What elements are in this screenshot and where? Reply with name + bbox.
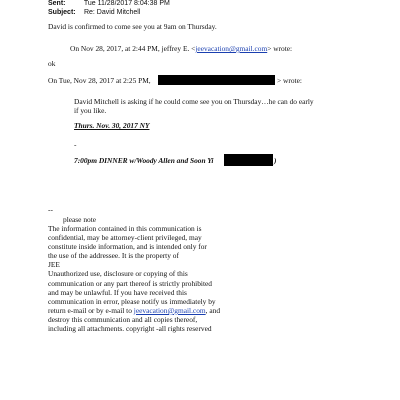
quote-header-1-suffix: > wrote: [267,44,293,53]
disclaimer-note: please note [63,215,97,224]
subject-value: Re: David Mitchell [83,9,141,16]
quote-header-2-prefix: On Tue, Nov 28, 2017 at 2:25 PM, [48,76,151,85]
disclaimer-line-suffix: , and [205,305,221,315]
message-line-2: if you like. [74,106,107,115]
disclaimer-line: destroy this communication and all copies thereof, [48,314,198,324]
message-line-1: David Mitchell is asking if he could come see you on Thursday…he can do early [74,97,314,106]
redaction-box [224,154,273,166]
disclaimer-line: JEE [48,260,60,270]
disclaimer-line: communication or any part thereof is strictly prohibited [48,278,212,288]
signature-separator: -- [48,205,53,214]
disclaimer-line: including all attachments. copyright -all rights reserved [48,324,212,334]
disclaimer-line: constitute inside information, and is intended only for [48,242,207,252]
disclaimer-line-prefix: return e-mail or by e-mail to [48,305,134,315]
sent-label: Sent: [48,0,66,7]
email-link[interactable]: jeevacation@gmail.com [133,305,206,315]
event-date: Thurs. Nov. 30, 2017 NY [74,121,150,130]
redaction-box [158,75,275,85]
disclaimer-line [48,306,248,315]
dinner-entry-close: ) [274,156,277,165]
disclaimer-line: the use of the addressee. It is the property of [48,251,179,261]
email-link[interactable]: jeevacation@gmail.com [195,44,268,53]
quote-header-2-suffix: > wrote: [277,76,302,85]
subject-label: Subject: [48,9,76,16]
quote-header-1-prefix: On Nov 28, 2017, at 2:44 PM, jeffrey E. < [70,44,196,53]
reply-body-2: ok [48,59,56,68]
dinner-entry: 7:00pm DINNER w/Woody Allen and Soon Yi [74,156,214,165]
disclaimer-text [48,224,248,333]
disclaimer-line: and may be unlawful. If you have received this [48,287,187,297]
subject-row [48,9,140,17]
dash-marker: - [74,140,77,149]
disclaimer-line: confidential, may be attorney-client privileged, may [48,233,202,243]
quote-header-1 [70,44,292,53]
sent-value: Tue 11/28/2017 8:04:38 PM [83,0,170,7]
reply-body-1: David is confirmed to come see you at 9am on Thursday. [48,22,217,31]
disclaimer-line: Unauthorized use, disclosure or copying of this [48,269,188,279]
disclaimer-line: The information contained in this communication is [48,224,202,233]
disclaimer-line: communication in error, please notify us immediately by [48,296,216,306]
sent-row [48,0,170,8]
